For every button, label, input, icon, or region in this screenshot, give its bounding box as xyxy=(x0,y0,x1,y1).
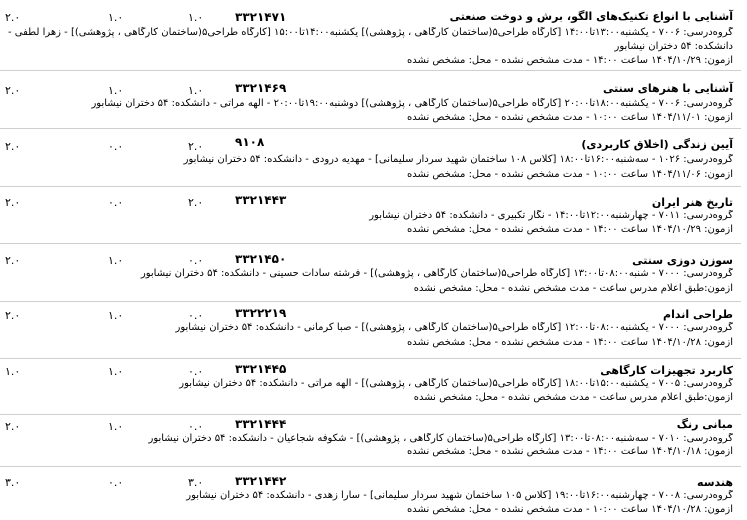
course-units-2: ۱.۰ xyxy=(108,309,124,322)
course-units-1: ۱.۰ xyxy=(188,84,204,97)
course-row[interactable] xyxy=(0,129,741,187)
course-schedule: گروه‌درسی: ۷۰۰۸ - چهارشنبه۱۶:۰۰تا۱۹:۰۰ [کلاس ۱۰۵ ساختمان شهید سردار سلیمانی] - سارا زهدی - دانشکده: ۵۴ دختران نیشابور xyxy=(186,490,733,501)
course-title: آشنایی با هنرهای سنتی xyxy=(603,82,733,95)
course-schedule: گروه‌درسی: ۷۰۱۰ - سه‌شنبه۰۸:۰۰تا۱۳:۰۰ [کارگاه طراحی۵(ساختمان کارگاهی ، پژوهشی)] - شکوفه شجاعیان - دانشکده: ۵۴ دختران نیشابور xyxy=(148,433,733,444)
course-units-1: ۲.۰ xyxy=(188,140,204,153)
course-units-2: ۱.۰ xyxy=(108,84,124,97)
course-units-3: ۲.۰ xyxy=(5,254,21,267)
course-exam: آزمون: ۱۴۰۴/۱۰/۱۸ ساعت ۱۴:۰۰ - مدت مشخص نشده - محل: مشخص نشده xyxy=(407,446,733,457)
course-code: ۹۱۰۸ xyxy=(235,135,265,149)
course-exam: آزمون: ۱۴۰۴/۱۰/۲۸ ساعت ۱۴:۰۰ - مدت مشخص نشده - محل: مشخص نشده xyxy=(407,337,733,348)
course-exam: آزمون: ۱۴۰۴/۱۱/۰۱ ساعت ۱۰:۰۰ - مدت مشخص نشده - محل: مشخص نشده xyxy=(407,112,733,123)
course-units-2: ۱.۰ xyxy=(108,254,124,267)
course-units-2: ۱.۰ xyxy=(108,365,124,378)
course-schedule: گروه‌درسی: ۷۰۰۶ - یکشنبه۱۸:۰۰تا۲۰:۰۰ [کارگاه طراحی۵(ساختمان کارگاهی ، پژوهشی)] دوشنبه۱۹:۰۰تا۲۰:۰۰ - الهه مرآتی - دانشکده: ۵۴ دختران نیشابور xyxy=(91,98,733,109)
course-title: سوزن دوزی سنتی xyxy=(632,254,733,267)
course-units-3: ۲.۰ xyxy=(5,196,21,209)
course-units-3: ۲.۰ xyxy=(5,420,21,433)
course-title: طراحی اندام xyxy=(663,308,733,321)
course-units-1: ۱.۰ xyxy=(188,11,204,24)
course-units-2: ۱.۰ xyxy=(108,420,124,433)
course-units-3: ۲.۰ xyxy=(5,84,21,97)
course-units-3: ۲.۰ xyxy=(5,11,21,24)
course-units-1: ۲.۰ xyxy=(188,196,204,209)
course-units-2: ۰.۰ xyxy=(108,476,124,489)
course-code: ۳۳۲۱۴۴۵ xyxy=(235,362,287,376)
course-faculty: دانشکده: ۵۴ دختران نیشابور xyxy=(614,41,733,52)
course-schedule: گروه‌درسی: ۱۰۲۶ - سه‌شنبه۱۶:۰۰تا۱۸:۰۰ [کلاس ۱۰۸ ساختمان شهید سردار سلیمانی] - مهدیه درودی - دانشکده: ۵۴ دختران نیشابور xyxy=(183,154,733,165)
course-exam: آزمون:طبق اعلام مدرس ساعت - مدت مشخص نشده - محل: مشخص نشده xyxy=(413,283,733,294)
course-row[interactable] xyxy=(0,0,741,71)
course-row[interactable] xyxy=(0,244,741,302)
course-schedule: گروه‌درسی: ۷۰۱۱ - چهارشنبه۱۲:۰۰تا۱۴:۰۰ - نگار تکبیری - دانشکده: ۵۴ دختران نیشابور xyxy=(369,210,733,221)
course-units-3: ۳.۰ xyxy=(5,476,21,489)
course-title: مبانی رنگ xyxy=(676,418,733,431)
course-title: کاربرد تجهیزات کارگاهی xyxy=(600,364,733,377)
course-units-1: ۳.۰ xyxy=(188,476,204,489)
course-row[interactable] xyxy=(0,187,741,244)
course-row[interactable] xyxy=(0,302,741,359)
course-exam: آزمون: ۱۴۰۴/۱۰/۲۸ ساعت ۱۰:۰۰ - مدت مشخص نشده - محل: مشخص نشده xyxy=(407,504,733,515)
course-units-1: ۰.۰ xyxy=(188,420,204,433)
course-units-1: ۰.۰ xyxy=(188,254,204,267)
course-code: ۳۳۲۱۴۶۹ xyxy=(235,81,287,95)
course-title: هندسه xyxy=(697,476,733,489)
course-title: تاریخ هنر ایران xyxy=(651,196,733,209)
course-units-2: ۰.۰ xyxy=(108,196,124,209)
course-schedule: گروه‌درسی: ۷۰۰۰ - شنبه۰۸:۰۰تا۱۳:۰۰ [کارگاه طراحی۵(ساختمان کارگاهی ، پژوهشی)] - فرشته سادات حسینی - دانشکده: ۵۴ دختران نیشابور xyxy=(140,268,733,279)
course-exam: آزمون: ۱۴۰۴/۱۰/۲۹ ساعت ۱۴:۰۰ - مدت مشخص نشده - محل: مشخص نشده xyxy=(407,55,733,66)
course-units-3: ۲.۰ xyxy=(5,309,21,322)
course-row[interactable] xyxy=(0,359,741,415)
course-units-2: ۱.۰ xyxy=(108,11,124,24)
course-title: آشنایی با انواع تکنیک‌های الگو، برش و دوخت صنعتی xyxy=(449,10,733,23)
course-exam: آزمون: ۱۴۰۴/۱۰/۲۹ ساعت ۱۴:۰۰ - مدت مشخص نشده - محل: مشخص نشده xyxy=(407,224,733,235)
course-title: آیین زندگی (اخلاق کاربردی) xyxy=(581,138,733,151)
course-exam: آزمون: ۱۴۰۴/۱۱/۰۶ ساعت ۱۰:۰۰ - مدت مشخص نشده - محل: مشخص نشده xyxy=(407,169,733,180)
course-row[interactable] xyxy=(0,71,741,129)
course-code: ۳۳۲۱۴۴۲ xyxy=(235,474,287,488)
course-code: ۳۳۲۲۲۱۹ xyxy=(235,306,287,320)
course-schedule: گروه‌درسی: ۷۰۰۵ - یکشنبه۱۵:۰۰تا۱۸:۰۰ [کارگاه طراحی۵(ساختمان کارگاهی ، پژوهشی)] - الهه مرآتی - دانشکده: ۵۴ دختران نیشابور xyxy=(179,378,733,389)
course-exam: آزمون:طبق اعلام مدرس ساعت - مدت مشخص نشده - محل: مشخص نشده xyxy=(413,392,733,403)
course-code: ۳۳۲۱۴۷۱ xyxy=(235,10,287,24)
course-code: ۳۳۲۱۴۴۴ xyxy=(235,417,287,431)
course-schedule: گروه‌درسی: ۷۰۰۶ - یکشنبه۱۳:۰۰تا۱۴:۰۰ [کارگاه طراحی۵(ساختمان کارگاهی ، پژوهشی)] یکشنبه۱۴:۰۰تا۱۵:۰۰ [کارگاه طراحی۵(ساختمان کارگاهی ، پژوهشی)] - زهرا لطفی - xyxy=(7,27,733,38)
course-row[interactable] xyxy=(0,467,741,520)
course-units-1: ۰.۰ xyxy=(188,309,204,322)
course-code: ۳۳۲۱۴۵۰ xyxy=(235,252,287,266)
course-units-3: ۱.۰ xyxy=(5,365,21,378)
course-units-2: ۰.۰ xyxy=(108,140,124,153)
course-row[interactable] xyxy=(0,415,741,467)
course-schedule: گروه‌درسی: ۷۰۰۰ - یکشنبه۰۸:۰۰تا۱۲:۰۰ [کارگاه طراحی۵(ساختمان کارگاهی ، پژوهشی)] - صبا کرمانی - دانشکده: ۵۴ دختران نیشابور xyxy=(175,322,733,333)
course-code: ۳۳۲۱۴۴۳ xyxy=(235,193,287,207)
course-units-3: ۲.۰ xyxy=(5,140,21,153)
course-units-1: ۰.۰ xyxy=(188,365,204,378)
